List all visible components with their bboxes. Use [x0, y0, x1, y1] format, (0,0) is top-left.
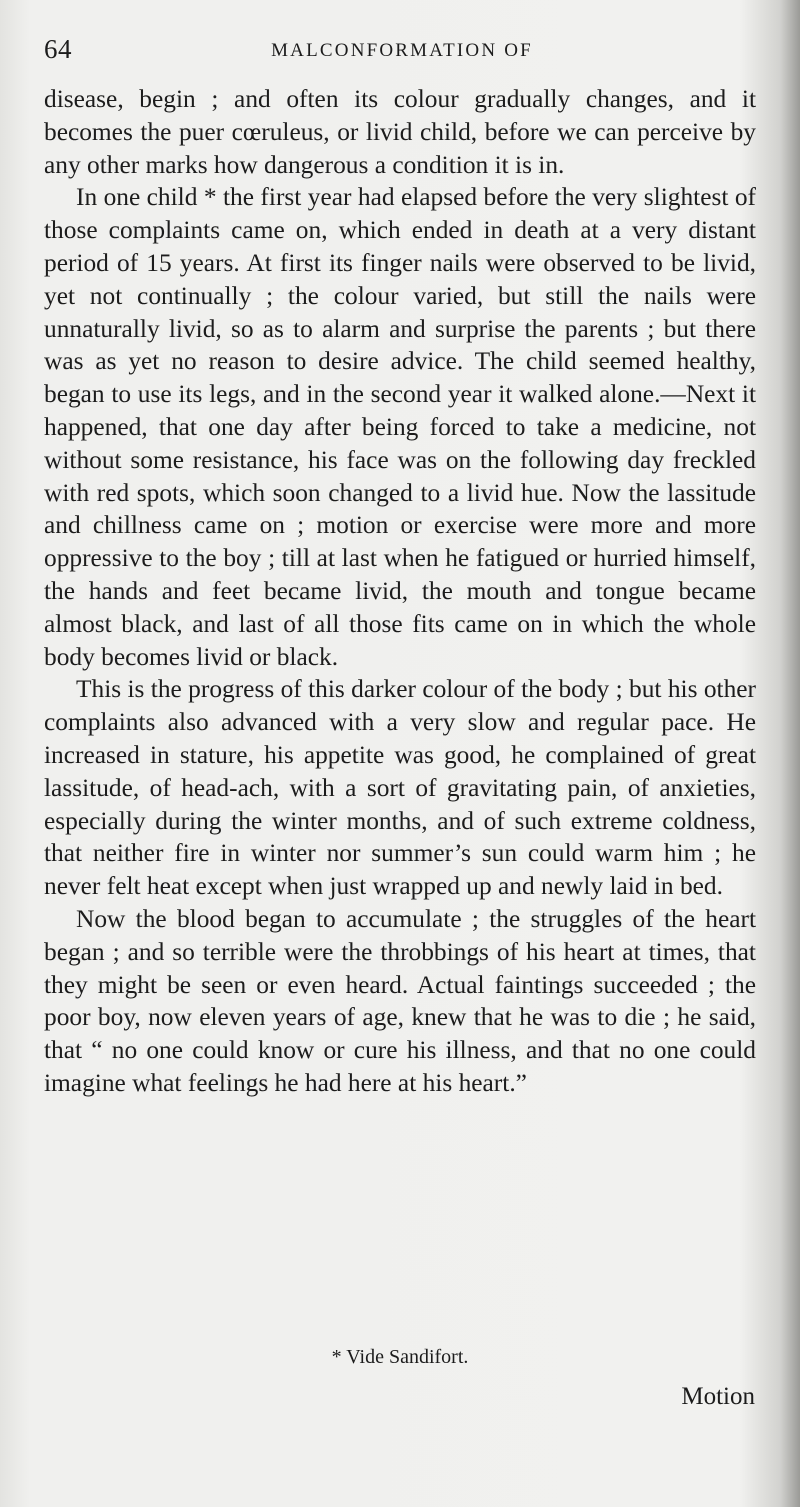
page-header [44, 34, 760, 74]
catchword: Motion [681, 1383, 755, 1410]
body-text [44, 83, 756, 1100]
paragraph-blood-accumulation: Now the blood began to accumulate ; the struggles of the heart began ; and so terrible were the throbbings of his heart at times, that they might be seen or even heard. Actual faintings succeeded ; the poor boy, now eleven years of age, knew that he was to die ; he said, that “ no one could know or cure his illness, and that no one could imagine what feelings he had here at his heart.” [44, 904, 756, 1097]
running-head: MALCONFORMATION OF [271, 40, 533, 61]
paragraph-continued: disease, begin ; and often its colour gradually changes, and it becomes the puer cœruleus, or livid child, before we can perceive by any other marks how dangerous a condition it is in. [44, 85, 756, 179]
footnote: * Vide Sandifort. [331, 1346, 469, 1368]
paragraph-case-history: In one child * the first year had elapsed before the very slightest of those complaints came on, which ended in death at a very distant period of 15 years. At first its finger nails were observed to be livid, yet not continually ; the colour varied, but still the nails were unnaturally livid, so as to alarm and surprise the parents ; but there was as yet no reason to desire advice. The child seemed healthy, began to use its legs, and in the second year it walked alone.—Next it happened, that one day after being forced to take a medicine, not without some resistance, his face was on the following day freckled with red spots, which soon changed to a livid hue. Now the lassitude and chillness came on ; motion or exercise were more and more oppressive to the boy ; till at last when he fatigued or hurried himself, the hands and feet became livid, the mouth and tongue became almost black, and last of all those fits came on in which the whole body becomes livid or black. [44, 183, 756, 671]
paragraph-progress: This is the progress of this darker colour of the body ; but his other complaints also advanced with a very slow and regular pace. He increased in stature, his appetite was good, he complained of great lassitude, of head-ach, with a sort of gravitating pain, of anxieties, especially during the winter months, and of such extreme coldness, that neither fire in winter nor summer’s sun could warm him ; he never felt heat except when just wrapped up and newly laid in bed. [44, 675, 756, 901]
page-number: 64 [44, 34, 72, 64]
